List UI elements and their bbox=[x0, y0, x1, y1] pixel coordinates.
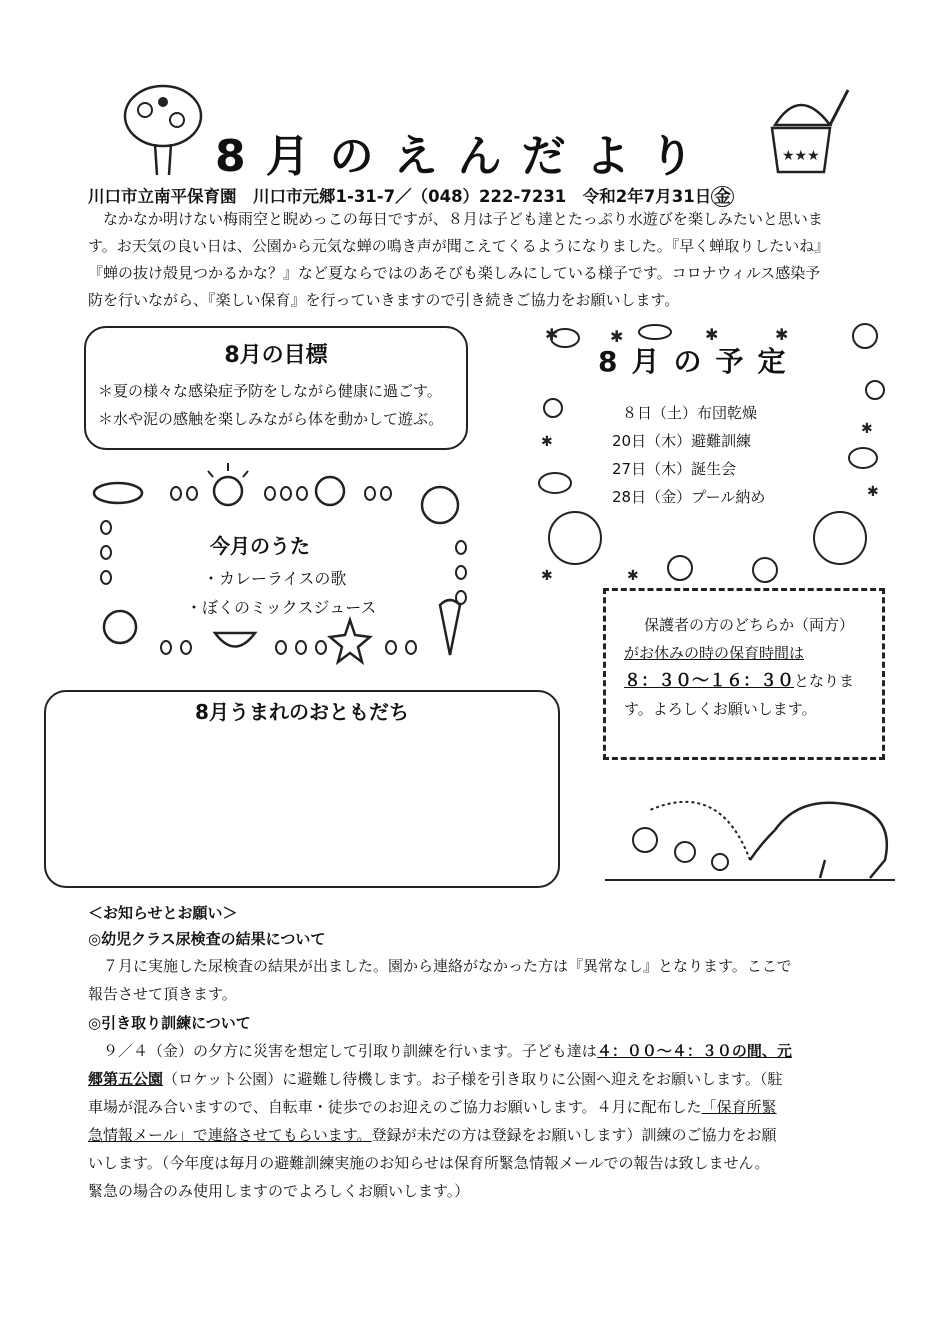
org-name: 川口市立南平保育園 bbox=[88, 187, 237, 206]
frame-dot bbox=[455, 565, 467, 580]
intro-text bbox=[88, 206, 858, 314]
para-line: 報告させて頂きます。 bbox=[88, 985, 237, 1003]
frame-dot bbox=[100, 545, 112, 560]
frame-dot bbox=[100, 520, 112, 535]
svg-text:✱: ✱ bbox=[867, 484, 879, 500]
weekday-badge: 金 bbox=[711, 186, 734, 207]
schedule-item: 27日（木）誕生会 bbox=[612, 460, 737, 478]
frame-dot bbox=[280, 486, 292, 501]
schedule-item: 20日（木）避難訓練 bbox=[612, 432, 752, 450]
frame-dot bbox=[315, 640, 327, 655]
para-line: いします。（今年度は毎月の避難訓練実施のお知らせは保育所緊急情報メールでの報告は致しません。 bbox=[88, 1154, 770, 1172]
schedule-item: 28日（金）プール納め bbox=[612, 488, 766, 506]
frame-dot bbox=[455, 540, 467, 555]
care-hours-notice bbox=[603, 588, 885, 760]
notice-line: 保護者の方のどちらか（両方） bbox=[644, 616, 855, 634]
para-line: 郷第五公園（ロケット公園）に避難し待機します。お子様を引き取りに公園へ迎えをお願いします。（駐 bbox=[88, 1070, 783, 1088]
para-line: 急情報メール」で連絡させてもらいます。登録が未だの方は登録をお願いします）訓練のご協力をお願 bbox=[88, 1126, 777, 1144]
frame-dot bbox=[455, 590, 467, 605]
notice-line: す。よろしくお願いします。 bbox=[624, 700, 817, 718]
shaved-ice-icon bbox=[760, 80, 860, 180]
section-title-urine-test: ◎幼児クラス尿検査の結果について bbox=[88, 930, 326, 948]
frame-dot bbox=[160, 640, 172, 655]
schedule-title: 8月の予定 bbox=[598, 345, 800, 378]
para-line: 車場が混み合いますので、自転車・徒歩でのお迎えのご協力お願いします。４月に配布した「保育所緊 bbox=[88, 1098, 777, 1116]
frame-dot bbox=[295, 640, 307, 655]
frame-dot bbox=[170, 486, 182, 501]
goals-box bbox=[84, 326, 468, 450]
elephant-water-scene-icon bbox=[600, 790, 900, 885]
frame-dot bbox=[186, 486, 198, 501]
para-line: 緊急の場合のみ使用しますのでよろしくお願いします。） bbox=[88, 1182, 470, 1200]
svg-text:✱: ✱ bbox=[545, 325, 559, 344]
frame-dot bbox=[100, 570, 112, 585]
frame-dot bbox=[296, 486, 308, 501]
song-item: ・カレーライスの歌 bbox=[203, 569, 347, 588]
songs-title: 今月のうた bbox=[210, 534, 310, 558]
para-line: ９／４（金）の夕方に災害を想定して引取り訓練を行います。子ども達は４：００～４：３０の間、元 bbox=[88, 1042, 792, 1060]
intro-line: 防を行いながら、『楽しい保育』を行っていきますので引き続きご協力をお願いします。 bbox=[88, 291, 680, 309]
org-address: 川口市元郷1-31-7／（048）222-7231 bbox=[253, 187, 567, 206]
announcements-heading: ＜お知らせとお願い＞ bbox=[88, 904, 238, 922]
care-hours: ８：３０～１６：３０ bbox=[624, 671, 794, 691]
header-info bbox=[88, 183, 734, 207]
frame-dot bbox=[405, 640, 417, 655]
frame-dot bbox=[380, 486, 392, 501]
birthday-title: 8月うまれのおともだち bbox=[195, 700, 409, 724]
schedule-item: ８日（土）布団乾燥 bbox=[622, 404, 758, 422]
birthday-box bbox=[44, 690, 560, 888]
notice-line: がお休みの時の保育時間は bbox=[624, 644, 805, 662]
goal-item: ＊水や泥の感触を楽しみながら体を動かして遊ぶ。 bbox=[98, 410, 444, 428]
para-line: ７月に実施した尿検査の結果が出ました。園から連絡がなかった方は『異常なし』となります。ここで bbox=[88, 957, 792, 975]
intro-line: 『蝉の抜け殻見つかるかな？』など夏ならではのあそびも楽しみにしている様子です。コロナウィルス感染予 bbox=[88, 264, 821, 282]
issue-date: 令和2年7月31日 bbox=[582, 187, 712, 206]
notice-text bbox=[624, 611, 874, 723]
svg-text:★★★: ★★★ bbox=[782, 148, 820, 164]
goal-item: ＊夏の様々な感染症予防をしながら健康に過ごす。 bbox=[98, 382, 442, 400]
frame-dot bbox=[264, 486, 276, 501]
svg-text:✱: ✱ bbox=[541, 434, 553, 450]
section-title-pickup-drill: ◎引き取り訓練について bbox=[88, 1014, 251, 1032]
frame-dot bbox=[364, 486, 376, 501]
notice-line: ８：３０～１６：３０となりま bbox=[624, 671, 855, 691]
frame-dot bbox=[385, 640, 397, 655]
svg-text:✱: ✱ bbox=[627, 568, 639, 584]
uchiwa-fan-icon bbox=[115, 80, 215, 180]
page-title: 8月のえんだより bbox=[215, 131, 714, 182]
song-item: ・ぼくのミックスジュース bbox=[186, 598, 377, 617]
svg-text:✱: ✱ bbox=[861, 421, 873, 437]
frame-dot bbox=[275, 640, 287, 655]
goals-title: 8月の目標 bbox=[224, 343, 328, 368]
pickup-drill-text bbox=[88, 1037, 858, 1205]
intro-line: なかなか明けない梅雨空と睨めっこの毎日ですが、８月は子ども達とたっぷり水遊びを楽しみたいと思いま bbox=[88, 210, 823, 228]
svg-text:✱: ✱ bbox=[541, 568, 553, 584]
urine-test-text bbox=[88, 952, 858, 1008]
svg-text:✱: ✱ bbox=[610, 327, 624, 346]
frame-dot bbox=[180, 640, 192, 655]
intro-line: す。お天気の良い日は、公園から元気な蝉の鳴き声が聞こえてくるようになりました。『早く蝉取りしたいね』 bbox=[88, 237, 830, 255]
svg-text:✱: ✱ bbox=[775, 325, 789, 344]
svg-text:✱: ✱ bbox=[705, 325, 719, 344]
